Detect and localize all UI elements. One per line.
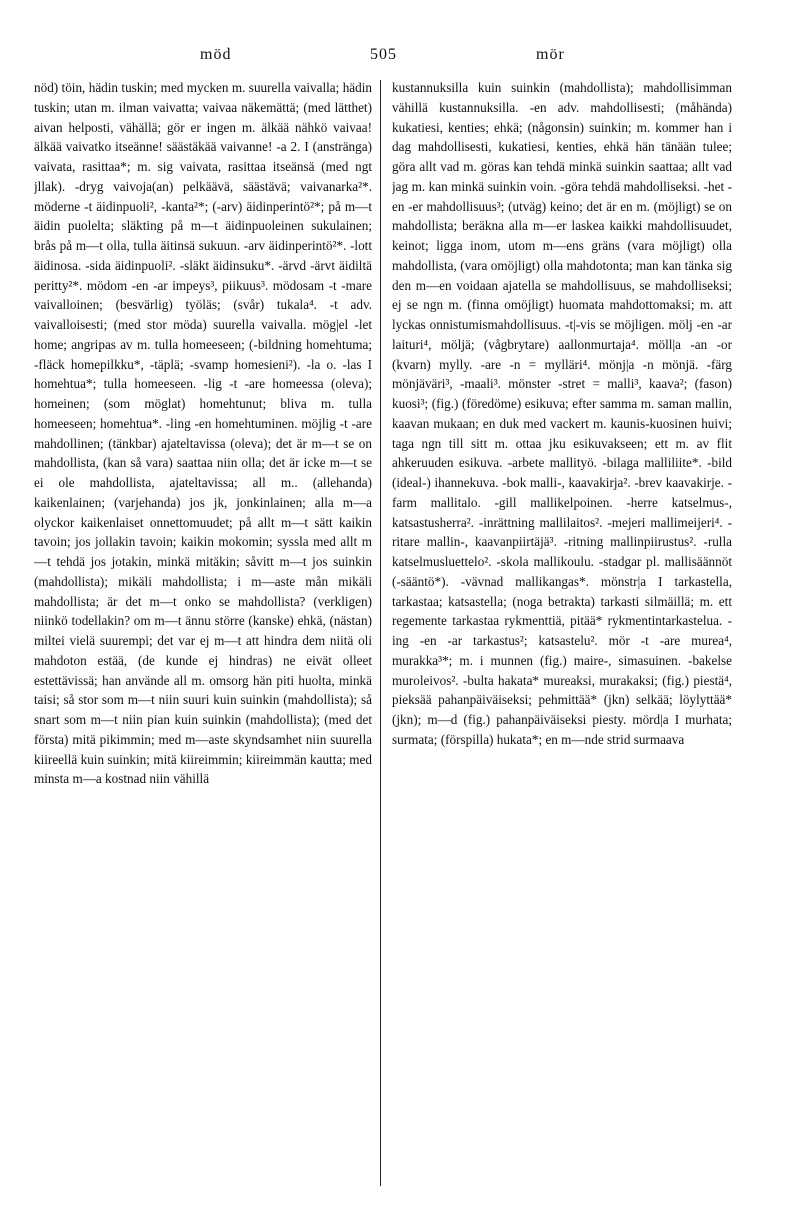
- left-column-text: nöd) töin, hädin tuskin; med mycken m. suurella vaivalla; hädin tuskin; utan m. ilman vaivatta; vaivaa näkemättä; (med lätthet) aivan helposti, vähällä; gör er ingen m. älkää nähkö vaivaa! älkää vaivatko itseänne! säästäkää vaivanne! -a 2. I (anstränga) vaivata, rasittaa*; m. sig vaivata, rasittaa itseänsä (med ngt jllak). -dryg vaivoja(an) pelkäävä, säästävä; vaivanarka²*. möderne -t äidinpuoli², -kanta²*; (-arv) äidinperintö²*; på m—t äidin puolelta; släkting på m—t äidinpuoleinen sukulainen; brås på m—t olla, tulla äitinsä sukuun. -arv äidinperintö²*. -lott äidinosa. -sida äidinpuoli². -släkt äidinsuku*. -ärvd -ärvt äidiltä peritty²*. mödom -en -ar impeys³, piikuus³. mödosam -t -mare vaivalloinen; (besvärlig) työläs; (svår) tukala⁴. -t adv. vaivalloisesti; (med stor möda) suurella vaivalla. mög|el -let home; angripas av m. tulla homeeseen; (-bildning homehtuma; -fläck homepilkku*, -täplä; -svamp homesieni²). -la o. -las I homehtua*; tulla homeeseen. -lig -t -are homeessa (oleva); homeinen; (som möglat) homehtunut; bliva m. tulla homeeseen; homehtua*. -ling -en homehtuminen. möjlig -t -are mahdollinen; (tänkbar) ajateltavissa (oleva); det är m—t se on mahdollista, (kan så vara) saattaa niin olla; det är icke m—t se ei ole mahdollista, ajateltavissa; all m.. (allehanda) kaikenlainen; (varjehanda) jos jk, jonkinlainen; alla m—a olyckor kaikenlaiset onnettomuudet; på allt m—t sätt kaikin tavoin; jos jollakin tavoin; kaikin mokomin; syssla med allt m—t tehdä jos jotakin, minkä mitäkin; såvitt m—t jos suinkin (mahdollista); mikäli mahdollista; i m—aste mån mikäli mahdollista; är det m—t onko se mahdollista? (verkligen) niinkö todellakin? om m—t ännu större (kanske) ehkä, (nästan) miltei vielä suurempi; det var ej m—t att hindra dem niitä oli mahdoton estää, (de kunde ej hindras) ne eivät olleet estettävissä; han använde all m. omsorg hän piti huolta, minkä taisi; så stor som m—t niin suuri kuin suinkin (mahdollista); så snart som m—t niin pian kuin suinkin (mahdollista); (med det första) mitä pikimmin; med m—aste skyndsamhet niin suurella kiireellä kuin suinkin; mitä kiireimmin; kiireimmän kautta; med minsta m—a kostnad niin vähillä: [34, 80, 372, 787]
- right-column: [392, 78, 732, 1186]
- running-head-left: möd: [200, 46, 232, 63]
- column-divider: [380, 80, 381, 1186]
- running-head-right: mör: [536, 46, 565, 63]
- page-number: 505: [370, 46, 397, 63]
- right-column-text: kustannuksilla kuin suinkin (mahdollista); mahdollisimman vähillä kustannuksilla. -en adv. mahdollisesti; (måhända) kukatiesi, kenties; ehkä; (någonsin) suinkin; m. kommer han i dag mahdollisesti, kukatiesi, kenties, ehkä hän tänään tulee; göra allt vad m. göras kan tehdä minkä suinkin saattaa; allt vad jag m. kan minkä suinkin voin. -göra tehdä mahdolliseksi. -het -en -er mahdollisuus³; (utväg) keino; det är en m. (möjligt) se on mahdollista; beräkna alla m—er laskea kaikki mahdollisuudet, keinot; ligga inom, utom m—ens gräns (vara möjligt) olla mahdollista, (vara omöjligt) olla mahdotonta; man kan tänka sig den m—en voidaan ajatella se mahdollisuus, se mahdolliseksi; ej se ngn m. (finna omöjligt) huomata mahdottomaksi; m. att lyckas onnistumismahdollisuus. -t|-vis se möjligen. mölj -en -ar laituri⁴, möljä; (vågbrytare) aallonmurtaja⁴. möll|a -an -or (kvarn) mylly. -are -n = mylläri⁴. mönj|a -n mönjä. -färg mönjäväri³, -maali³. mönster -stret = malli³, kaava²; (fason) kuosi³; (fig.) (föredöme) esikuva; efter samma m. saman mallin, kaavan mukaan; en duk med vackert m. kaunis-kuosinen huivi; taga ngn till sitt m. ottaa jku esikuvakseen; ett m. av flit ahkeruuden esikuva. -arbete mallityö. -bilaga malliliite*. -bild (ideal-) ihannekuva. -bok malli-, kaavakirja². -brev kaavakirje. -farm mallitalo. -gill mallikelpoinen. -herre katselmus-, katsastusherra². -inrättning mallilaitos². -mejeri mallimeijeri⁴. -ritare mallin-, kaavanpiirtäjä³. -ritning mallinpiirustus². -rulla katselmusluettelo². -skola mallikoulu. -stadgar pl. mallisäännöt (-sääntö*). -vävnad mallikangas*. mönstr|a I tarkastella, tarkastaa; katsastella; (noga betrakta) tarkasti silmäillä; m. ett regemente tarkastaa rykmenttiä, pitää* rykmentintarkastelua. -ing -en -ar tarkastus²; katsastelu². mör -t -are murea⁴, murakka³*; m. i munnen (fig.) maire-, simasuinen. -bakelse muroleivos². -bulta hakata* mureaksi, murakaksi; (fig.) piestä⁴, pieksää pahanpäiväiseksi; pehmittää* (jkn) selkää; löylyttää* (jkn); m—d (fig.) pahanpäiväiseksi piesty. mörd|a I murhata; surmata; (förspilla) hukata*; en m—nde strid surmaava: [392, 80, 732, 747]
- left-column: [34, 78, 372, 1186]
